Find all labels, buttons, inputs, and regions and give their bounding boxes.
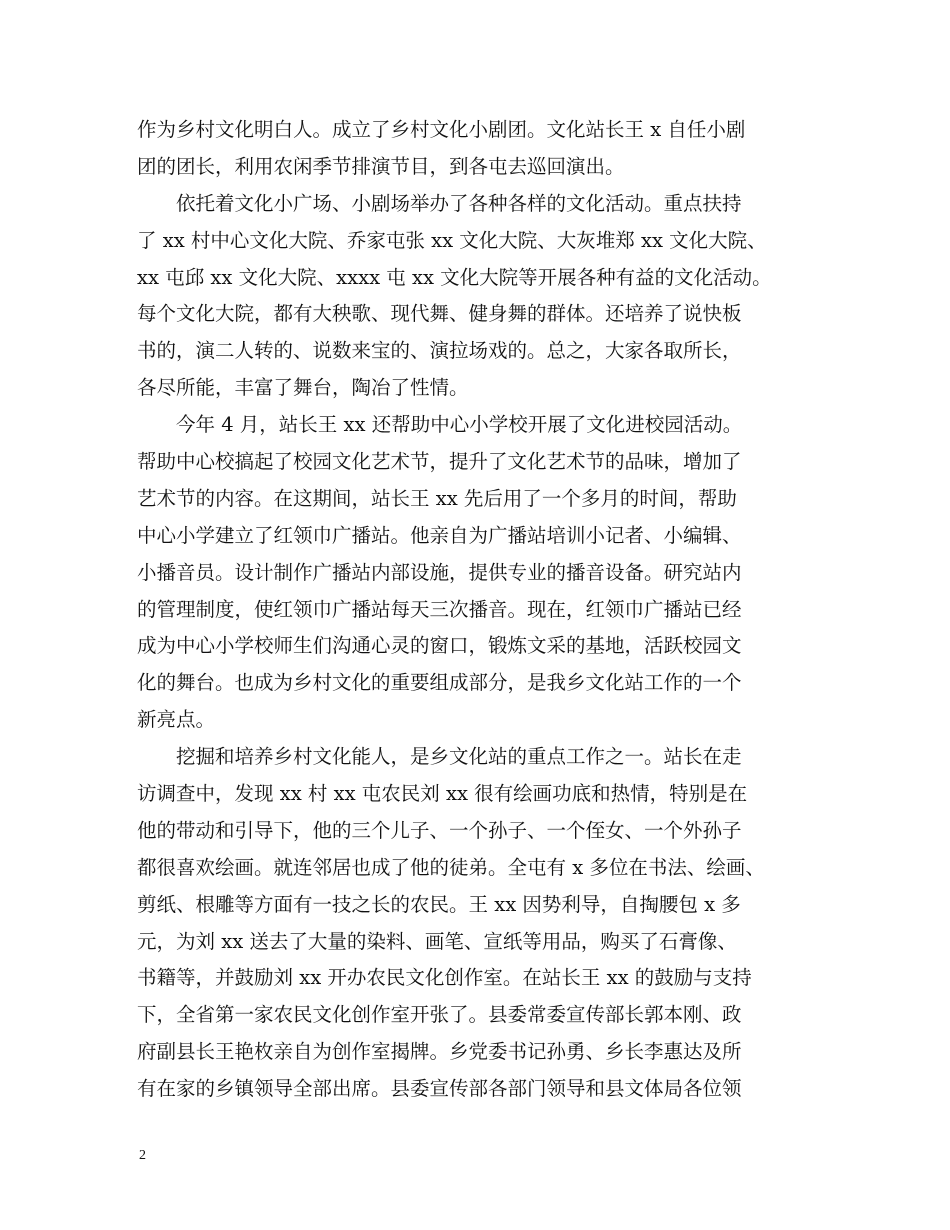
text-line: xx 屯邱 xx 文化大院、xxxx 屯 xx 文化大院等开展各种有益的文化活动。 xyxy=(137,265,772,289)
text-line: 有在家的乡镇领导全部出席。县委宣传部各部门领导和县文体局各位领 xyxy=(137,1077,742,1101)
text-line: 府副县长王艳枚亲自为创作室揭牌。乡党委书记孙勇、乡长李惠达及所 xyxy=(137,1040,742,1064)
text-line: 元，为刘 xx 送去了大量的染料、画笔、宣纸等用品，购买了石膏像、 xyxy=(137,929,737,953)
text-line: 各尽所能，丰富了舞台，陶冶了性情。 xyxy=(137,376,469,400)
text-line: 了 xx 村中心文化大院、乔家屯张 xx 文化大院、大灰堆郑 xx 文化大院、 xyxy=(137,228,767,252)
page-number: 2 xyxy=(139,1148,146,1163)
text-line: 访调查中，发现 xx 村 xx 屯农民刘 xx 很有绘画功底和热情，特别是在 xyxy=(137,782,748,806)
text-line: 小播音员。设计制作广播站内部设施，提供专业的播音设备。研究站内 xyxy=(137,560,742,584)
text-line: 下，全省第一家农民文化创作室开张了。县委常委宣传部长郭本刚、政 xyxy=(137,1003,742,1027)
text-line: 成为中心小学校师生们沟通心灵的窗口，锻炼文采的基地，活跃校园文 xyxy=(137,634,742,658)
text-line: 书的，演二人转的、说数来宝的、演拉场戏的。总之，大家各取所长， xyxy=(137,339,742,363)
text-line: 剪纸、根雕等方面有一技之长的农民。王 xx 因势利导，自掏腰包 x 多 xyxy=(137,892,741,916)
text-line: 团的团长，利用农闲季节排演节目，到各屯去巡回演出。 xyxy=(137,154,625,178)
paragraph-start-line: 依托着文化小广场、小剧场举办了各种各样的文化活动。重点扶持 xyxy=(176,191,742,215)
paragraph-start-line: 今年 4 月，站长王 xx 还帮助中心小学校开展了文化进校园活动。 xyxy=(176,413,743,437)
text-line: 他的带动和引导下，他的三个儿子、一个孙子、一个侄女、一个外孙子 xyxy=(137,818,742,842)
text-line: 书籍等，并鼓励刘 xx 开办农民文化创作室。在站长王 xx 的鼓励与支持 xyxy=(137,966,752,990)
text-line: 帮助中心校搞起了校园文化艺术节，提升了文化艺术节的品味，增加了 xyxy=(137,450,742,474)
text-line: 中心小学建立了红领巾广播站。他亲自为广播站培训小记者、小编辑、 xyxy=(137,523,742,547)
text-line: 每个文化大院，都有大秧歌、现代舞、健身舞的群体。还培养了说快板 xyxy=(137,302,742,326)
text-line: 作为乡村文化明白人。成立了乡村文化小剧团。文化站长王 x 自任小剧 xyxy=(137,118,746,141)
text-line: 化的舞台。也成为乡村文化的重要组成部分，是我乡文化站工作的一个 xyxy=(137,671,742,695)
paragraph-start-line: 挖掘和培养乡村文化能人，是乡文化站的重点工作之一。站长在走 xyxy=(176,745,742,769)
text-line: 的管理制度，使红领巾广播站每天三次播音。现在，红领巾广播站已经 xyxy=(137,597,742,621)
text-line: 新亮点。 xyxy=(137,708,216,732)
document-body xyxy=(137,112,837,1108)
text-line: 艺术节的内容。在这期间，站长王 xx 先后用了一个多月的时间，帮助 xyxy=(137,486,737,510)
text-line: 都很喜欢绘画。就连邻居也成了他的徒弟。全屯有 x 多位在书法、绘画、 xyxy=(137,855,765,879)
